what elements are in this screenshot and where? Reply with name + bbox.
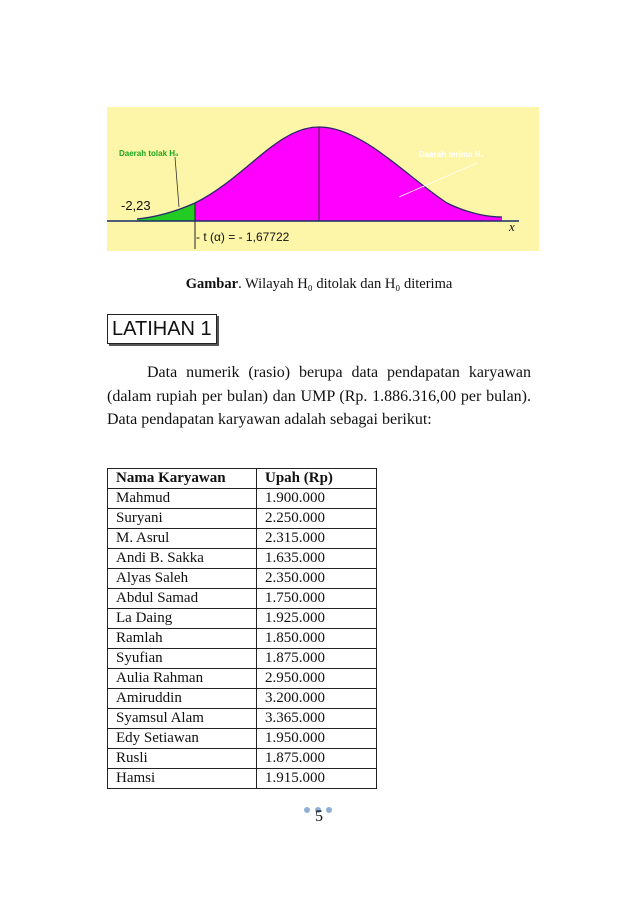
- cell-wage: 1.900.000: [257, 489, 377, 509]
- cell-wage: 2.250.000: [257, 509, 377, 529]
- cell-name: Mahmud: [108, 489, 257, 509]
- cell-wage: 1.635.000: [257, 549, 377, 569]
- cell-wage: 1.750.000: [257, 589, 377, 609]
- cell-name: Syamsul Alam: [108, 709, 257, 729]
- cell-name: Syufian: [108, 649, 257, 669]
- body-paragraph: Data numerik (rasio) berupa data pendapatan karyawan (dalam rupiah per bulan) dan UMP (Rp. 1.886.316,00 per bulan). Data pendapatan karyawan adalah sebagai berikut:: [107, 364, 531, 428]
- cell-wage: 1.875.000: [257, 749, 377, 769]
- table-row: [108, 749, 377, 769]
- figure-caption: [0, 276, 638, 293]
- section-heading: LATIHAN 1: [107, 314, 217, 344]
- cell-wage: 2.350.000: [257, 569, 377, 589]
- cell-name: Suryani: [108, 509, 257, 529]
- cell-name: Edy Setiawan: [108, 729, 257, 749]
- table-row: [108, 649, 377, 669]
- table-row: [108, 769, 377, 789]
- table-row: [108, 689, 377, 709]
- cell-wage: 3.365.000: [257, 709, 377, 729]
- cell-name: Aulia Rahman: [108, 669, 257, 689]
- table-row: [108, 569, 377, 589]
- cell-name: Abdul Samad: [108, 589, 257, 609]
- table-row: [108, 729, 377, 749]
- caption-text: . Wilayah H₀ ditolak dan H₀ diterima: [238, 276, 453, 292]
- cell-name: Ramlah: [108, 629, 257, 649]
- table-row: [108, 589, 377, 609]
- table-row: [108, 669, 377, 689]
- reject-region-label: Daerah tolak H₀: [119, 149, 179, 158]
- table-row: [108, 529, 377, 549]
- bell-curve-graphic: [107, 107, 539, 251]
- normal-distribution-figure: [107, 107, 539, 251]
- x-axis-label: x: [509, 219, 515, 234]
- cell-wage: 1.875.000: [257, 649, 377, 669]
- cell-wage: 2.315.000: [257, 529, 377, 549]
- table-row: [108, 509, 377, 529]
- table-row: [108, 709, 377, 729]
- table-row: [108, 629, 377, 649]
- salary-table: [107, 468, 377, 789]
- cell-name: Andi B. Sakka: [108, 549, 257, 569]
- reject-pointer: [175, 157, 179, 207]
- cell-name: Alyas Saleh: [108, 569, 257, 589]
- table-row: [108, 489, 377, 509]
- column-header-wage: Upah (Rp): [257, 469, 377, 489]
- cell-wage: 1.950.000: [257, 729, 377, 749]
- t-critical-label: - t (α) = - 1,67722: [196, 230, 290, 244]
- column-header-name: Nama Karyawan: [108, 469, 257, 489]
- table-row: [108, 549, 377, 569]
- cell-wage: 1.925.000: [257, 609, 377, 629]
- cell-name: M. Asrul: [108, 529, 257, 549]
- cell-wage: 1.915.000: [257, 769, 377, 789]
- caption-bold: Gambar: [185, 276, 239, 292]
- cell-wage: 1.850.000: [257, 629, 377, 649]
- cell-name: Rusli: [108, 749, 257, 769]
- page-number: 5: [315, 808, 323, 825]
- cell-name: La Daing: [108, 609, 257, 629]
- cell-name: Amiruddin: [108, 689, 257, 709]
- t-value-label: -2,23: [121, 198, 151, 213]
- cell-wage: 2.950.000: [257, 669, 377, 689]
- table-header-row: [108, 469, 377, 489]
- table-row: [108, 609, 377, 629]
- accept-region-label: Daerah terima H₀: [419, 150, 484, 159]
- cell-wage: 3.200.000: [257, 689, 377, 709]
- cell-name: Hamsi: [108, 769, 257, 789]
